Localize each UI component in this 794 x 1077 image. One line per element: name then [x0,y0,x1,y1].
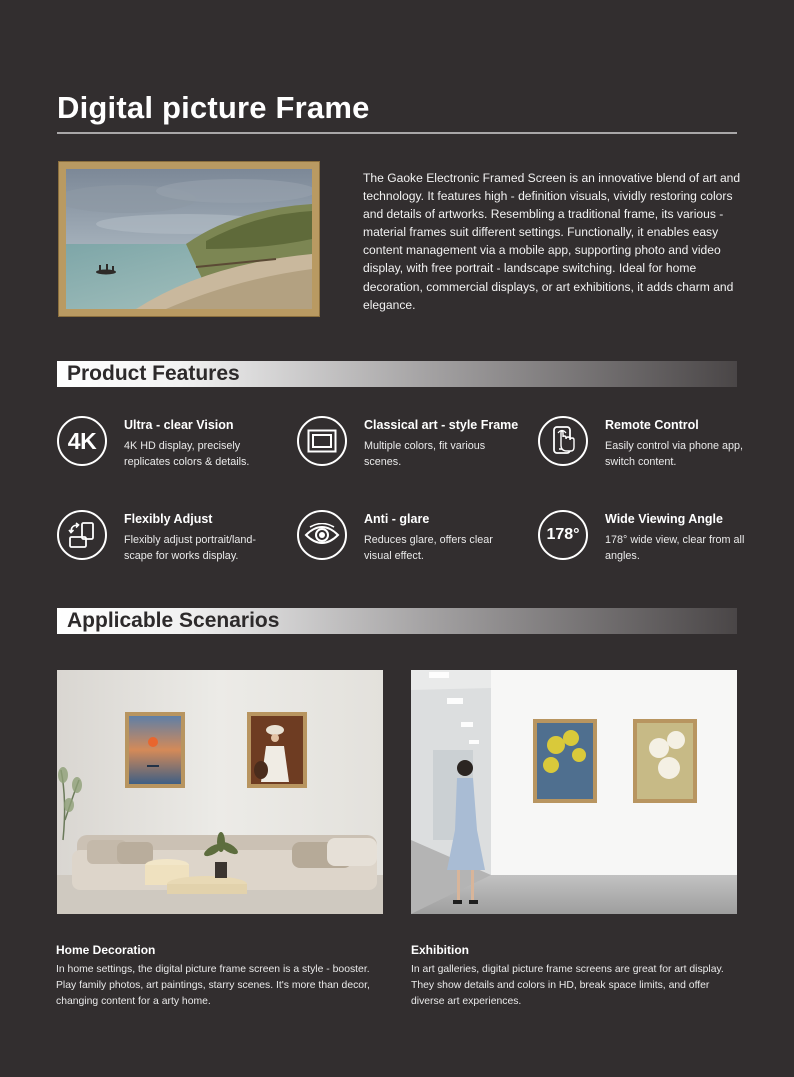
feature-title: Flexibly Adjust [124,512,213,526]
frame-icon [297,416,347,466]
4k-icon [57,416,107,466]
4k-icon-label: 4K [67,427,97,454]
exhibition-photo [411,670,737,914]
angle-178-icon-label: 178° [546,526,580,543]
feature-anti-glare [297,510,527,570]
scenario-title-exhibition: Exhibition [411,943,469,957]
home-decoration-photo [57,670,383,914]
section-title: Applicable Scenarios [67,609,280,632]
feature-desc: 178° wide view, clear from all angles. [605,534,745,562]
feature-title: Ultra - clear Vision [124,418,234,432]
angle-178-icon [538,510,588,560]
feature-art-frame [297,416,527,476]
feature-desc: Easily control via phone app, switch content. [605,440,744,468]
section-title: Product Features [67,362,240,385]
feature-wide-viewing-angle [538,510,768,570]
eye-icon [297,510,347,560]
feature-desc: Flexibly adjust portrait/land-scape for works display. [124,534,257,562]
section-header-scenarios [57,608,737,634]
phone-touch-icon [538,416,588,466]
feature-title: Classical art - style Frame [364,418,519,432]
feature-title: Wide Viewing Angle [605,512,723,526]
scenario-desc-home: In home settings, the digital picture frame screen is a style - booster. Play family photos, art paintings, starry scenes. It's more than decor, changing content for a arty home. [56,964,370,1008]
rotate-icon [57,510,107,560]
feature-title: Anti - glare [364,512,430,526]
feature-title: Remote Control [605,418,699,432]
feature-desc: 4K HD display, precisely replicates colors & details. [124,440,250,468]
feature-desc: Multiple colors, fit various scenes. [364,440,486,468]
page-title: Digital picture Frame [57,90,370,125]
intro-paragraph: The Gaoke Electronic Framed Screen is an innovative blend of art and technology. It features high - definition visuals, vividly restoring colors and details of artworks. Resembling a traditional frame, its various - material frames suit different settings. Functionally, it enables easy content management via a mobile app, supporting photo and video display, with free portrait - landscape switching. Ideal for home decoration, commercial displays, or art exhibitions, it adds charm and elegance. [363,171,741,312]
feature-desc: Reduces glare, offers clear visual effect. [364,534,493,562]
section-header-features [57,361,737,387]
scenario-desc-exhibition: In art galleries, digital picture frame screens are great for art display. They show details and colors in HD, break space limits, and offer diverse art experiences. [411,964,724,1008]
feature-remote-control [538,416,768,476]
title-divider [57,132,737,134]
feature-flexibly-adjust [57,510,287,570]
feature-ultra-clear [57,416,287,476]
scenario-title-home: Home Decoration [56,943,156,957]
hero-painting [59,162,319,316]
